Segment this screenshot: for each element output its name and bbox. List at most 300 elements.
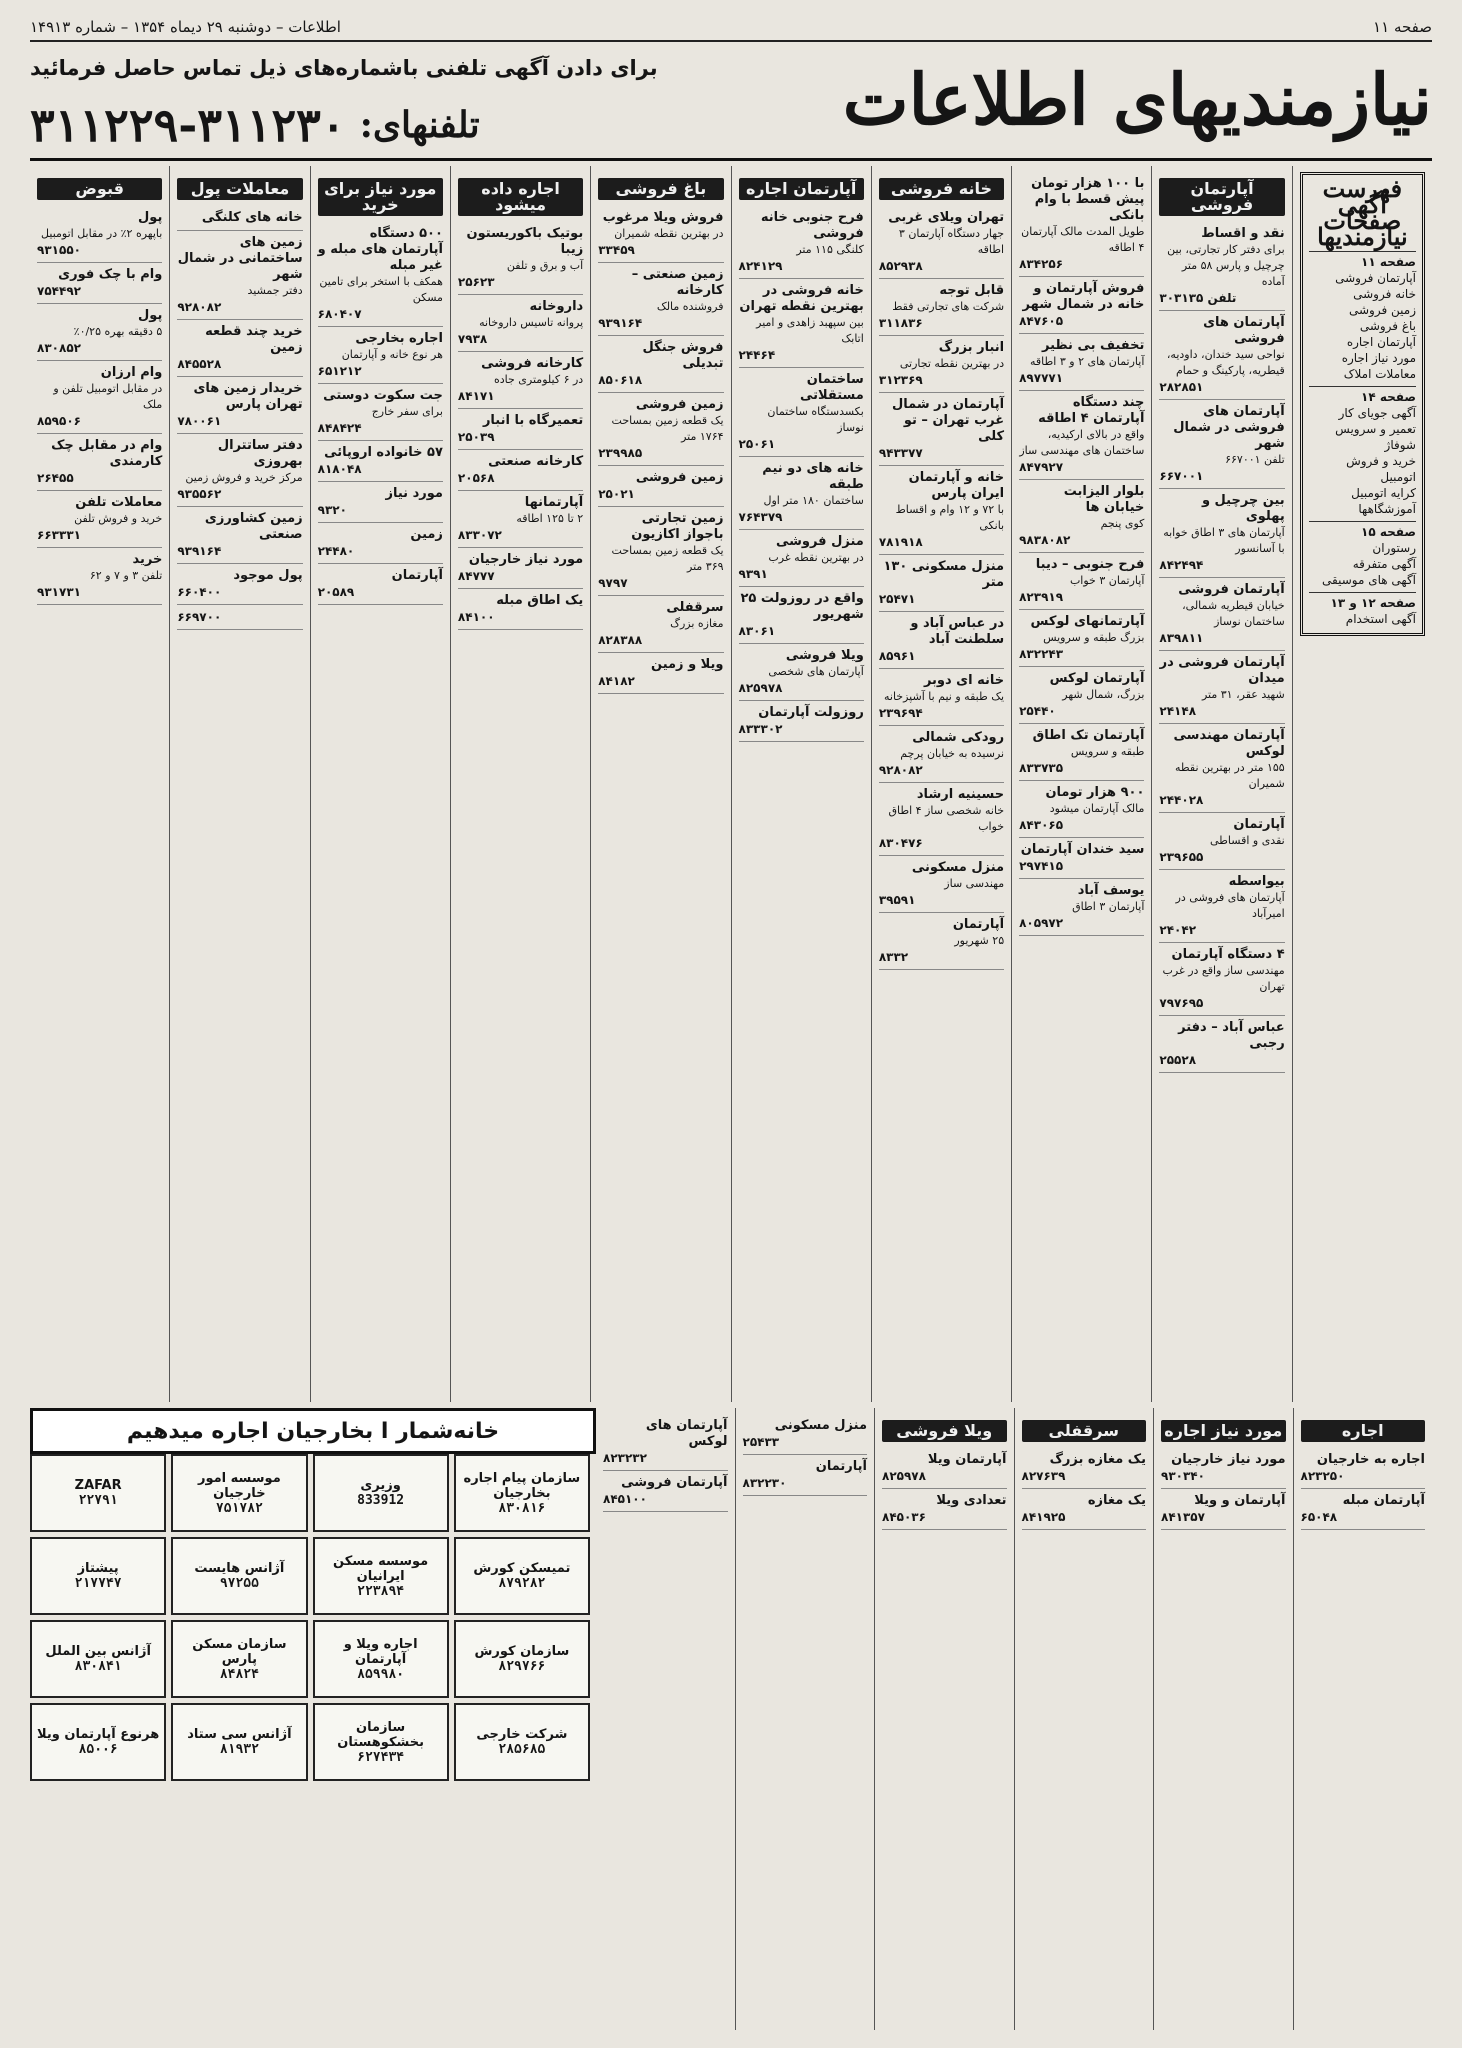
ad-title: وام در مقابل چک کارمندی xyxy=(51,438,163,469)
ad-phone: ۲۳۹۶۹۴ xyxy=(878,706,923,720)
index-item: آگهی متفرقه xyxy=(1352,557,1416,571)
ad-title: زمین صنعتی – کارخانه xyxy=(631,267,724,298)
category-header: مورد نیاز برای خرید xyxy=(318,178,443,216)
ad-phone: ۸۴۷۷۷ xyxy=(457,569,495,583)
agency-ad xyxy=(313,1537,449,1615)
agency-ad xyxy=(454,1454,590,1532)
ad-phone: ۲۵۵۲۸ xyxy=(1159,1053,1197,1067)
agency-name: اجاره ویلا و آپارتمان xyxy=(343,1636,418,1667)
ad-item xyxy=(598,393,723,466)
ad-phone: ۶۶۳۳۳۱ xyxy=(37,528,81,542)
ad-body: خانه شخصی ساز ۴ اطاق خواب xyxy=(888,804,1005,833)
ad-body: باپهره ۲٪ در مقابل اتومبیل xyxy=(41,227,163,240)
ad-phone: ۲۵۴۳۳ xyxy=(742,1435,780,1449)
ad-item xyxy=(879,336,1004,393)
category-header: سرقفلی xyxy=(1022,1420,1147,1442)
ad-title: داروخانه xyxy=(529,299,584,314)
ad-phone: ۹۳۹۱ xyxy=(738,567,768,581)
index-section: صفحه ۱۵ xyxy=(1309,521,1416,540)
ad-item xyxy=(1022,1489,1147,1530)
ad-item xyxy=(739,587,864,644)
agencies-banner: خانه‌شمار ا بخارجیان اجاره میدهیم xyxy=(30,1408,596,1454)
index-item: زمین فروشی xyxy=(1348,303,1416,317)
ad-body: نرسیده به خیابان پرچم xyxy=(900,747,1005,760)
ad-phone: ۸۲۵۹۷۸ xyxy=(738,681,783,695)
ad-column xyxy=(30,166,169,1402)
ad-phone: ۲۴۴۸۰ xyxy=(317,544,355,558)
agency-phone: ۸۵۰۰۶ xyxy=(78,1742,118,1757)
ad-body: هر نوع خانه و آپارتمان xyxy=(341,348,443,361)
ad-phone: ۲۳۹۹۸۵ xyxy=(598,446,643,460)
ad-title: سرقفلی xyxy=(666,600,724,615)
lower-columns xyxy=(596,1408,1432,2028)
ad-body: همکف با استخر برای تامین مسکن xyxy=(319,275,443,304)
ad-title: خرید xyxy=(132,552,163,567)
ad-title: زمین کشاورزی صنعتی xyxy=(204,511,303,542)
ad-title: پول xyxy=(138,308,163,323)
ad-phone: ۸۴۳۰۶۵ xyxy=(1019,818,1064,832)
ad-body: مهندسی ساز واقع در غرب تهران xyxy=(1162,964,1285,993)
ad-phone: ۶۶۹۷۰۰ xyxy=(177,610,222,624)
ad-phone: ۹۷۹۷ xyxy=(598,576,628,590)
ad-title: اجاره به خارجیان xyxy=(1316,1452,1425,1467)
ad-item xyxy=(739,279,864,368)
ad-phone: ۲۸۲۸۵۱ xyxy=(1159,380,1204,394)
ad-phone: ۸۴۱۰۰ xyxy=(457,610,495,624)
ad-phone: ۸۳۳۳۰۲ xyxy=(738,722,783,736)
ad-item xyxy=(879,393,1004,466)
ad-item xyxy=(458,450,583,491)
ad-phone: ۸۳۰۸۵۲ xyxy=(37,341,81,355)
ad-title: زمین فروشی xyxy=(635,397,724,412)
ad-body: ۱۵۵ متر در بهترین نقطه شمیران xyxy=(1174,761,1285,790)
ad-body: نواحی سید خندان، داودیه، قیطریه، پارکینگ و حمام xyxy=(1166,348,1285,377)
agency-name: آژانس بین الملل xyxy=(45,1644,151,1659)
ad-phone: ۲۰۵۸۹ xyxy=(317,585,355,599)
ad-column xyxy=(450,166,590,1402)
ad-phone: ۸۳۳۰۷۲ xyxy=(457,528,502,542)
ad-title: خانه و آپارتمان ایران پارس xyxy=(908,470,1005,501)
agency-name: پیشتاز xyxy=(77,1561,119,1576)
agency-ad xyxy=(171,1454,307,1532)
ad-title: ۵۰۰ دستگاه آپارتمان های مبله و غیر مبله xyxy=(317,226,443,273)
lower-ad-column xyxy=(1153,1408,1293,2030)
phone-numbers xyxy=(30,98,480,152)
ad-title: آپارتمان های لوکس xyxy=(645,1418,728,1449)
ad-item xyxy=(739,457,864,530)
ad-phone: ۸۴۱۷۱ xyxy=(457,389,495,403)
ad-title: آپارتمان xyxy=(391,568,443,583)
ad-title: خانه فروشی در بهترین نقطه تهران xyxy=(739,283,864,314)
ad-item xyxy=(882,1489,1007,1530)
ad-title: منزل مسکونی xyxy=(911,860,1005,875)
agency-phone: ۲۲۳۸۹۴ xyxy=(357,1583,405,1599)
ad-item xyxy=(458,589,583,630)
ad-title: انبار بزرگ xyxy=(938,340,1005,355)
ad-title: قابل توجه xyxy=(939,283,1005,298)
ad-title: خانه ای دوبر xyxy=(923,673,1005,688)
ad-title: زمین تجارتی باجواز اکازیون xyxy=(631,511,724,542)
ad-title: یک مغازه بزرگ xyxy=(1049,1452,1146,1467)
ad-phone: ۷۹۷۶۹۵ xyxy=(1159,996,1204,1010)
classified-columns xyxy=(30,166,1432,1402)
ad-body: برای سفر خارج xyxy=(371,405,443,418)
ad-title: آپارتمان xyxy=(1233,817,1285,832)
agency-name: آژانس سی ستاد xyxy=(187,1727,292,1742)
ad-title: دفتر ساتترال بهروزی xyxy=(217,438,303,469)
ad-phone: ۹۲۸۰۸۲ xyxy=(878,763,923,777)
ad-item xyxy=(739,368,864,457)
ad-item xyxy=(1159,870,1284,943)
ad-phone: ۲۵۴۷۱ xyxy=(878,592,916,606)
ad-title: پول xyxy=(138,210,163,225)
ad-title: ۴ دستگاه آپارتمان xyxy=(1171,947,1285,962)
ad-item xyxy=(879,206,1004,279)
index-item: باغ فروشی xyxy=(1359,319,1416,333)
ad-title: کارخانه صنعتی xyxy=(488,454,584,469)
ad-phone: ۸۲۷۶۳۹ xyxy=(1021,1469,1066,1483)
ad-phone: ۸۲۳۲۳۲ xyxy=(603,1451,647,1465)
ad-item xyxy=(318,482,443,523)
lower-ad-column xyxy=(1014,1408,1154,2030)
ad-title: آپارتمان های فروشی در شمال شهر xyxy=(1173,404,1285,451)
ad-body: آپارتمان های ۲ و ۳ اطاقه xyxy=(1030,355,1145,368)
ad-body: دفتر جمشید xyxy=(247,284,303,297)
agency-ad xyxy=(313,1620,449,1698)
ad-title: یک اطاق مبله xyxy=(496,593,584,608)
ad-item xyxy=(739,530,864,587)
ad-phone: ۲۵۴۴۰ xyxy=(1019,704,1056,718)
agency-name: وزیری xyxy=(360,1478,401,1493)
ad-item xyxy=(1019,391,1144,480)
ad-body: خیابان قیطریه شمالی، ساختمان نوساز xyxy=(1182,599,1285,628)
ad-phone: ۲۳۹۶۵۵ xyxy=(1159,850,1204,864)
ad-item xyxy=(37,206,162,263)
ad-item xyxy=(318,441,443,482)
ad-body: نقدی و اقساطی xyxy=(1209,834,1285,847)
ad-title: آپارتمان مبله xyxy=(1342,1493,1425,1508)
ad-phone: ۸۳۹۸۱۱ xyxy=(1159,631,1204,645)
ad-item xyxy=(739,644,864,701)
ad-phone: ۸۵۹۶۱ xyxy=(878,649,916,663)
ad-phone: ۶۵۱۲۱۲ xyxy=(317,364,362,378)
ad-item xyxy=(1019,781,1144,838)
ad-body: آپارتمان های ۳ اطاق خوابه با آسانسور xyxy=(1163,526,1285,555)
index-item: کرایه اتومبیل xyxy=(1351,486,1416,500)
ad-item xyxy=(1019,667,1144,724)
phone-value: ۳۱۱۲۲۹-۳۱۱۲۳۰ xyxy=(30,98,346,152)
agency-phone: ۸۵۹۹۸۰ xyxy=(357,1666,405,1682)
ad-phone: ۶۶۰۴۰۰ xyxy=(177,585,222,599)
ad-phone: ۶۶۷۰۰۱ xyxy=(1159,469,1204,483)
ad-item xyxy=(879,669,1004,726)
agency-phone: ۸۱۹۳۲ xyxy=(219,1742,259,1757)
ad-body: با ۷۲ و ۱۲ وام و اقساط بانکی xyxy=(895,503,1005,532)
ad-body: تلفن ۶۶۷۰۰۱ xyxy=(1225,453,1285,466)
ad-item xyxy=(1019,724,1144,781)
category-header: خانه فروشی xyxy=(879,178,1004,200)
agency-ad xyxy=(30,1454,166,1532)
ad-body: تلفن ۳ و ۷ و ۶۲ xyxy=(89,569,163,582)
ad-item xyxy=(879,783,1004,856)
ad-item xyxy=(879,726,1004,783)
ad-item xyxy=(458,491,583,548)
agency-phone: ۶۲۷۴۳۴ xyxy=(357,1749,405,1765)
lower-ad-column xyxy=(735,1408,875,2030)
ad-title: بلوار الیزابت خیابان ها xyxy=(1063,484,1145,515)
ad-phone: ۸۴۸۴۲۴ xyxy=(317,421,362,435)
ad-phone: ۸۳۲۲۴۳ xyxy=(1019,647,1064,661)
ad-title: آپارتمانهای لوکس xyxy=(1030,614,1145,629)
ad-body: مهندسی ساز xyxy=(944,877,1005,890)
ad-phone: ۹۳۵۵۶۲ xyxy=(177,487,222,501)
ad-body: در بهترین نقطه تجارتی xyxy=(899,357,1005,370)
ad-item xyxy=(598,336,723,393)
ad-item xyxy=(1159,222,1284,311)
index-item: تعمیر و سرویس شوفاژ xyxy=(1335,422,1416,452)
index-item: آگهی های موسیقی xyxy=(1322,573,1416,587)
agency-name: ZAFAR xyxy=(74,1478,122,1493)
ad-phone: ۸۳۳۲ xyxy=(878,950,909,964)
ad-item xyxy=(598,596,723,653)
ad-phone: ۲۵۰۳۹ xyxy=(457,430,495,444)
dateline: اطلاعات – دوشنبه ۲۹ دیماه ۱۳۵۴ – شماره ۱۴۹۱۳ xyxy=(30,18,341,36)
ad-body: ۲ تا ۱۲۵ اطاقه xyxy=(516,512,584,525)
ad-phone: ۸۴۱۹۲۵ xyxy=(1021,1510,1066,1524)
ad-item xyxy=(318,327,443,384)
ad-column xyxy=(590,166,730,1402)
agency-phone: ۸۴۸۲۴ xyxy=(219,1666,259,1682)
agency-phone: ۸۲۹۷۶۶ xyxy=(498,1659,546,1674)
ad-phone: ۳۱۱۸۳۶ xyxy=(878,316,923,330)
ad-title: خریدار زمین های تهران پارس xyxy=(193,381,303,412)
ad-body: در مقابل اتومبیل تلفن و ملک xyxy=(53,382,163,411)
category-header: آپارتمان فروشی xyxy=(1159,178,1284,216)
agency-name: آژانس هایست xyxy=(194,1561,285,1576)
ad-body: بزرگ طبقه و سرویس xyxy=(1043,631,1145,644)
ad-title: فروش آپارتمان و خانه در شمال شهر xyxy=(1022,281,1145,312)
ad-body: بین سپهبد زاهدی و امیر اتابک xyxy=(756,316,864,345)
ad-phone: ۸۴۲۴۹۴ xyxy=(1159,558,1204,572)
ad-item xyxy=(1019,879,1144,936)
ad-phone: ۳۱۲۳۶۹ xyxy=(878,373,923,387)
ad-phone: ۳۹۵۹۱ xyxy=(878,893,916,907)
ad-phone: ۹۳۰۳۴۰ xyxy=(1161,1469,1205,1483)
index-item: آگهی جویای کار xyxy=(1338,406,1416,420)
ad-title: با ۱۰۰ هزار تومان پیش قسط با وام بانکی xyxy=(1031,176,1145,223)
lower-ad-column xyxy=(1293,1408,1433,2030)
ad-title: روزولت آپارتمان xyxy=(758,705,864,720)
ad-item xyxy=(37,263,162,304)
ad-phone: ۸۲۵۹۷۸ xyxy=(882,1469,926,1483)
ad-phone: ۲۶۴۵۵ xyxy=(37,471,74,485)
ad-body: برای دفتر کار تجارتی، بین چرچیل و پارس ۵۸ متر آماده xyxy=(1167,243,1285,288)
ad-body: طویل المدت مالک آپارتمان ۴ اطاقه xyxy=(1021,225,1145,254)
ad-title: ویلا فروشی xyxy=(785,648,864,663)
ad-phone: ۲۵۰۶۱ xyxy=(738,437,776,451)
ad-item xyxy=(1161,1448,1286,1489)
ad-column xyxy=(310,166,450,1402)
ad-title: بیواسطه xyxy=(1228,874,1285,889)
ad-item xyxy=(177,605,302,630)
ad-title: آپارتمان xyxy=(952,917,1005,932)
ad-item xyxy=(458,409,583,450)
ad-title: آپارتمان ویلا xyxy=(927,1452,1007,1467)
ad-body: در ۶ کیلومتری جاده xyxy=(494,373,584,386)
ad-title: تعمیرگاه با انبار xyxy=(482,413,584,428)
ad-phone: ۹۳۹۱۶۴ xyxy=(598,316,643,330)
agency-ad xyxy=(313,1454,449,1532)
ad-phone: ۷۸۱۹۱۸ xyxy=(878,535,923,549)
ad-item xyxy=(1019,277,1144,334)
ad-phone: ۷۵۴۴۹۲ xyxy=(37,284,81,298)
ad-item xyxy=(177,434,302,507)
ad-item xyxy=(743,1455,868,1496)
agency-ad xyxy=(454,1537,590,1615)
ad-phone: ۷۹۳۸ xyxy=(457,332,488,346)
ad-phone: ۷۸۰۰۶۱ xyxy=(177,414,222,428)
ad-phone: ۸۱۸۰۴۸ xyxy=(317,462,362,476)
ad-phone: ۸۹۷۷۷۱ xyxy=(1019,371,1064,385)
agency-ad xyxy=(30,1537,166,1615)
ad-title: آپارتمان xyxy=(815,1459,867,1474)
ad-phone: ۸۵۲۹۳۸ xyxy=(878,259,923,273)
ad-body: آپارتمان های فروشی در امیرآباد xyxy=(1175,891,1285,920)
ad-item xyxy=(739,701,864,742)
ad-item xyxy=(1161,1489,1286,1530)
ad-title: رودکی شمالی xyxy=(912,730,1005,745)
index-item: خرید و فروش اتومبیل xyxy=(1346,454,1416,484)
category-header: اجاره داده میشود xyxy=(458,178,583,216)
ad-item xyxy=(177,231,302,320)
ad-body: در بهترین نقطه غرب xyxy=(768,551,864,564)
category-header: قبوض xyxy=(37,178,162,200)
ad-body: مغازه بزرگ xyxy=(670,617,724,630)
ad-item xyxy=(458,352,583,409)
ad-body: یک قطعه زمین بمساحت ۳۶۹ متر xyxy=(611,544,724,573)
ad-item xyxy=(879,555,1004,612)
ad-title: یک مغازه xyxy=(1087,1493,1146,1508)
ad-item xyxy=(879,279,1004,336)
ad-body: طبقه و سرویس xyxy=(1070,745,1145,758)
ad-title: فرح جنوبی خانه فروشی xyxy=(760,210,864,241)
ad-phone: ۸۳۰۴۷۶ xyxy=(878,836,923,850)
agency-ad xyxy=(313,1703,449,1781)
agency-phone: 833912 xyxy=(357,1493,405,1508)
ad-phone: ۹۲۸۰۸۲ xyxy=(177,300,222,314)
agency-phone: ۷۵۱۷۸۲ xyxy=(215,1500,263,1516)
ad-item xyxy=(598,206,723,263)
lower-ad-column xyxy=(596,1408,735,2030)
agency-ad xyxy=(454,1620,590,1698)
ad-item xyxy=(318,564,443,605)
ad-title: خانه های دو نیم طبقه xyxy=(762,461,864,492)
index-column xyxy=(1292,166,1432,1402)
ad-phone: ۲۹۷۴۱۵ xyxy=(1019,859,1064,873)
dateline-bar xyxy=(30,14,1432,42)
ad-title: در عباس آباد و سلطنت آباد xyxy=(910,616,1005,647)
ad-phone: ۶۸۰۴۰۷ xyxy=(317,307,362,321)
agency-name: هرنوع آپارتمان ویلا xyxy=(37,1727,160,1742)
index-item: خانه فروشی xyxy=(1353,287,1416,301)
index-item: آپارتمان اجاره xyxy=(1346,335,1416,349)
ad-phone: ۲۴۴۶۴ xyxy=(738,348,776,362)
ad-title: آپارتمان فروشی در میدان xyxy=(1159,655,1285,686)
ad-title: تهران ویلای غربی xyxy=(888,210,1005,225)
ad-title: آپارتمان لوکس xyxy=(1049,671,1145,686)
ad-body: واقع در بالای ارکیدیه، ساختمان های مهندسی ساز xyxy=(1019,428,1145,457)
ad-phone: ۶۵۰۴۸ xyxy=(1300,1510,1338,1524)
ad-phone: ۲۴۰۴۲ xyxy=(1159,923,1197,937)
ad-item xyxy=(318,384,443,441)
ad-title: چند دستگاه آپارتمان ۴ اطاقه xyxy=(1038,395,1145,426)
ad-item xyxy=(598,263,723,336)
ad-title: زمین xyxy=(410,527,443,542)
agency-name: سازمان بخشکوهستان xyxy=(337,1719,424,1750)
ad-phone: ۹۳۱۵۵۰ xyxy=(37,243,81,257)
category-header: مورد نیاز اجاره xyxy=(1161,1420,1286,1442)
ad-title: ۵۷ خانواده اروپائی xyxy=(324,445,443,460)
index-item: آگهی استخدام xyxy=(1345,612,1416,626)
ad-title: بین چرچیل و پهلوی xyxy=(1201,493,1285,524)
ad-column xyxy=(169,166,309,1402)
ad-body: ۲۵ شهریور xyxy=(954,934,1005,947)
ad-body: بکسدستگاه ساختمان نوساز xyxy=(767,405,864,434)
masthead xyxy=(30,48,1432,161)
ad-item xyxy=(177,320,302,377)
ad-item xyxy=(177,377,302,434)
ad-item xyxy=(1301,1448,1426,1489)
ad-title: مورد نیاز خارجیان xyxy=(468,552,584,567)
ad-item xyxy=(1159,400,1284,489)
ad-body: جهار دستگاه آپارتمان ۳ اطاقه xyxy=(898,227,1005,256)
agency-ad xyxy=(30,1703,166,1781)
ad-item xyxy=(37,304,162,361)
ad-column xyxy=(1011,166,1151,1402)
agency-phone: ۹۷۲۵۵ xyxy=(219,1576,259,1591)
ad-column xyxy=(731,166,871,1402)
ad-item xyxy=(1301,1489,1426,1530)
ad-title: آپارتمانها xyxy=(524,495,584,510)
ad-phone: ۲۵۰۲۱ xyxy=(598,487,635,501)
ad-item xyxy=(743,1414,868,1455)
ad-body: شهید عقر، ۳۱ متر xyxy=(1201,688,1285,701)
ad-phone: ۲۰۵۶۸ xyxy=(457,471,495,485)
ad-item xyxy=(879,913,1004,970)
agency-phone: ۸۷۹۲۸۲ xyxy=(498,1576,546,1591)
ad-item xyxy=(1019,838,1144,879)
ad-title: اجاره بخارجی xyxy=(355,331,443,346)
ad-body: یک طبقه و نیم با آشپزخانه xyxy=(883,690,1005,703)
ad-item xyxy=(458,548,583,589)
ad-title: حسینیه ارشاد xyxy=(916,787,1005,802)
agency-name: سازمان کورش xyxy=(474,1644,570,1659)
section-title: نیازمندیهای اطلاعات xyxy=(842,58,1432,141)
ad-item xyxy=(458,222,583,295)
agency-phone: ۲۸۵۶۸۵ xyxy=(498,1742,546,1757)
ad-item xyxy=(1159,489,1284,578)
ad-phone: ۸۳۲۲۳۰ xyxy=(742,1476,787,1490)
ad-phone: ۸۴۵۵۲۸ xyxy=(177,357,222,371)
ad-body: آب و برق و تلفن xyxy=(506,259,584,272)
ad-body: خرید و فروش تلفن xyxy=(74,512,163,525)
ad-phone: ۸۴۵۱۰۰ xyxy=(603,1492,647,1506)
ad-title: نقد و اقساط xyxy=(1201,226,1285,241)
ad-body: ساختمان ۱۸۰ متر اول xyxy=(763,494,864,507)
ad-column xyxy=(1151,166,1291,1402)
ad-title: تخفیف بی نظیر xyxy=(1041,338,1145,353)
index-section: صفحه ۱۲ و ۱۳ xyxy=(1309,592,1416,611)
